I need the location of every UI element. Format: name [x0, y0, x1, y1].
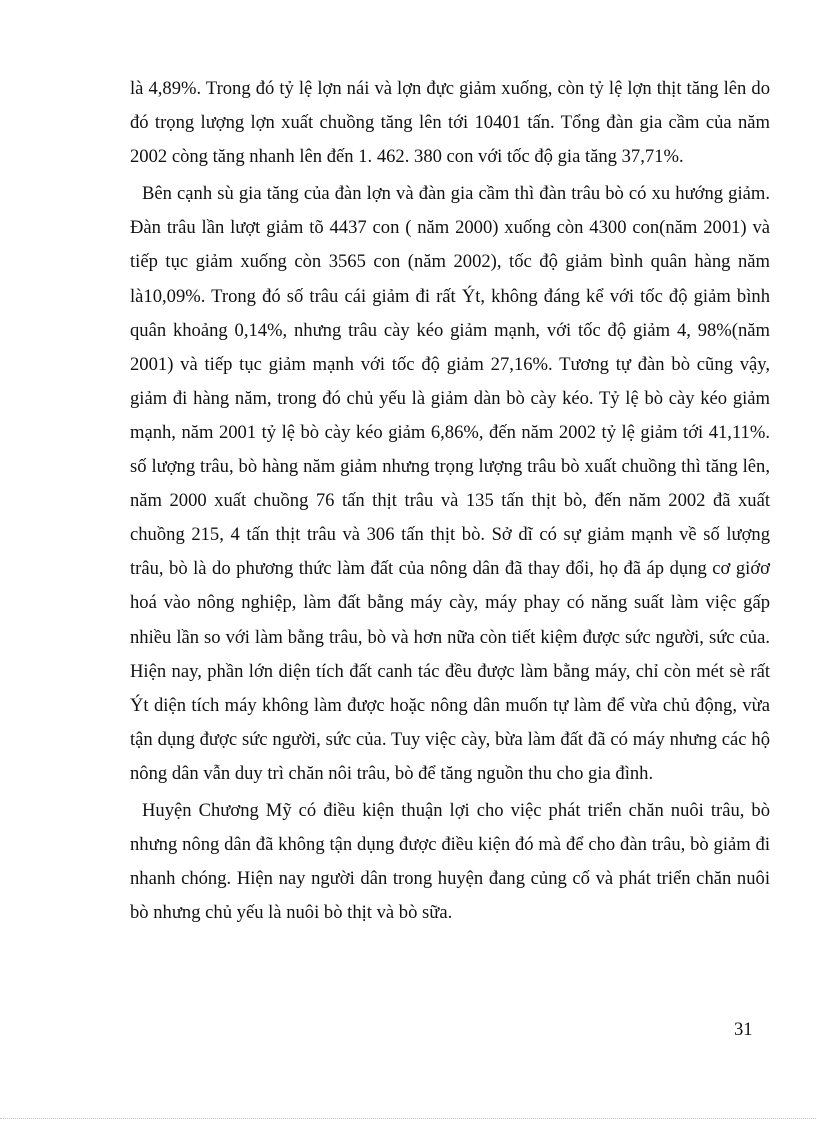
paragraph-pig-poultry: là 4,89%. Trong đó tỷ lệ lợn nái và lợn đực giảm xuống, còn tỷ lệ lợn thịt tăng lên do đó trọng lượng lợn xuất chuồng tăng lên tới 10401 tấn. Tổng đàn gia cầm của năm 2002 còng tăng nhanh lên đến 1. 462. 380 con với tốc độ gia tăng 37,71%. [130, 78, 770, 168]
paragraph-buffalo-cattle: Bên cạnh sù gia tăng của đàn lợn và đàn gia cầm thì đàn trâu bò có xu hướng giảm. Đàn trâu lần lượt giảm tõ 4437 con ( năm 2000) xuống còn 4300 con(năm 2001) và tiếp tục giảm xuống còn 3565 con (năm 2002), tốc độ giảm bình quân hàng năm là10,09%. Trong đó số trâu cái giảm đi rất Ýt, không đáng kể với tốc độ giảm bình quân khoảng 0,14%, nhưng trâu cày kéo giảm mạnh, với tốc độ giảm 4, 98%(năm 2001) và tiếp tục giảm mạnh với tốc độ giảm 27,16%. Tương tự đàn bò cũng vậy, giảm đi hàng năm, trong đó chủ yếu là giảm dàn bò cày kéo. Tỷ lệ bò cày kéo giảm mạnh, năm 2001 tỷ lệ bò cày kéo giảm 6,86%, đến năm 2002 tỷ lệ giảm tới 41,11%. số lượng trâu, bò hàng năm giảm nhưng trọng lượng trâu bò xuất chuồng thì tăng lên, năm 2000 xuất chuồng 76 tấn thịt trâu và 135 tấn thịt bò, đến năm 2002 đã xuất chuồng 215, 4 tấn thịt trâu và 306 tấn thịt bò. Sở dĩ có sự giảm mạnh về số lượng trâu, bò là do phương thức làm đất của nông dân đã thay đổi, họ đã áp dụng cơ giớơ hoá vào nông nghiệp, làm đất bằng máy cày, máy phay có năng suất làm việc gấp nhiều lần so với làm bằng trâu, bò và hơn nữa còn tiết kiệm được sức người, sức của. Hiện nay, phần lớn diện tích đất canh tác đều được làm bằng máy, chỉ còn mét sè rất Ýt diện tích máy không làm được hoặc nông dân muốn tự làm để vừa chủ động, vừa tận dụng được sức người, sức của. Tuy việc cày, bừa làm đất đã có máy nhưng các hộ nông dân vẫn duy trì chăn nôi trâu, bò để tăng nguồn thu cho gia đình. [130, 183, 770, 784]
paragraph-chuong-my: Huyện Chương Mỹ có điều kiện thuận lợi cho việc phát triển chăn nuôi trâu, bò nhưng nông dân đã không tận dụng được điều kiện đó mà để cho đàn trâu, bò giảm đi nhanh chóng. Hiện nay người dân trong huyện đang củng cố và phát triển chăn nuôi bò nhưng chủ yếu là nuôi bò thịt và bò sữa. [130, 799, 770, 924]
page-bottom-divider [0, 1118, 816, 1119]
body-text [130, 72, 770, 933]
page-number: 31 [734, 1019, 753, 1040]
